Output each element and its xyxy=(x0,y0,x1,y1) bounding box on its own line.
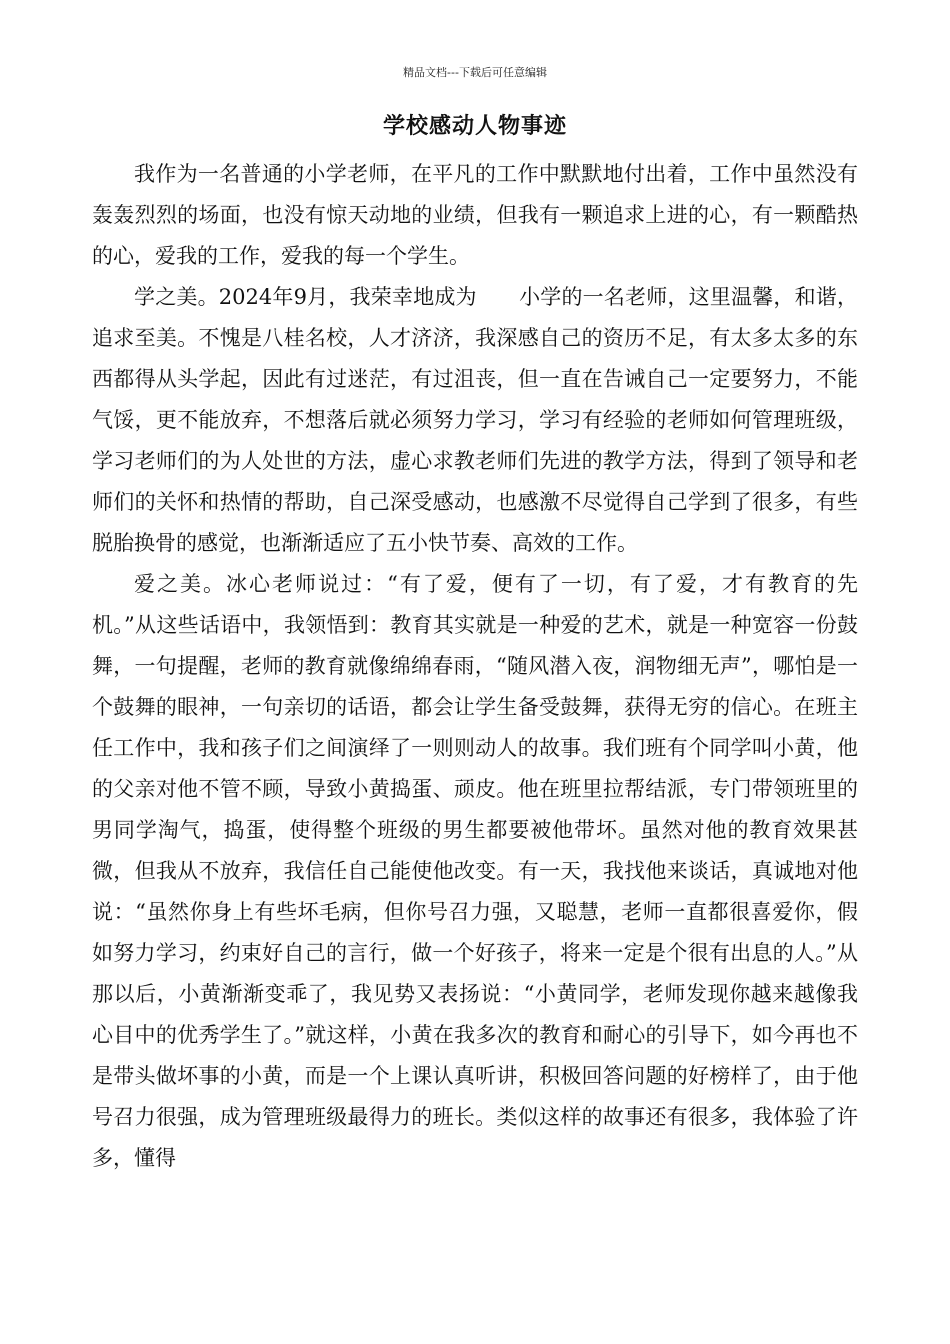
document-body xyxy=(92,154,858,1179)
document-title: 学校感动人物事迹 xyxy=(382,113,567,139)
paragraph-love: 爱之美。冰心老师说过：“有了爱，便有了一切，有了爱，才有教育的先机。”从这些话语中，我领悟到：教育其实就是一种爱的艺术，就是一种宽容一份鼓舞，一句提醒，老师的教育就像绵绵春雨，“随风潜入夜，润物细无声”，哪怕是一个鼓舞的眼神，一句亲切的话语，都会让学生备受鼓舞，获得无穷的信心。在班主任工作中，我和孩子们之间演绎了一则则动人的故事。我们班有个同学叫小黄，他的父亲对他不管不顾，导致小黄捣蛋、顽皮。他在班里拉帮结派，专门带领班里的男同学淘气，捣蛋，使得整个班级的男生都要被他带坏。虽然对他的教育效果甚微，但我从不放弃，我信任自己能使他改变。有一天，我找他来谈话，真诚地对他说：“虽然你身上有些坏毛病，但你号召力强，又聪慧，老师一直都很喜爱你，假如努力学习，约束好自己的言行，做一个好孩子，将来一定是个很有出息的人。”从那以后，小黄渐渐变乖了，我见势又表扬说：“小黄同学，老师发现你越来越像我心目中的优秀学生了。”就这样，小黄在我多次的教育和耐心的引导下，如今再也不是带头做坏事的小黄，而是一个上课认真听讲，积极回答问题的好榜样了，由于他号召力很强，成为管理班级最得力的班长。类似这样的故事还有很多，我体验了许多，懂得 xyxy=(92,572,858,1170)
paragraph-intro: 我作为一名普通的小学老师，在平凡的工作中默默地付出着，工作中虽然没有轰轰烈烈的场面，也没有惊天动地的业绩，但我有一颗追求上进的心，有一颗酷热的心，爱我的工作，爱我的每一个学生。 xyxy=(92,162,858,268)
header-note: 精品文档---下载后可任意编辑 xyxy=(403,66,547,79)
paragraph-learning: 学之美。2024年9月，我荣幸地成为 小学的一名老师，这里温馨，和谐，追求至美。不愧是八桂名校，人才济济，我深感自己的资历不足，有太多太多的东西都得从头学起，因此有过迷茫，有过沮丧，但一直在告诫自己一定要努力，不能气馁，更不能放弃，不想落后就必须努力学习，学习有经验的老师如何管理班级，学习老师们的为人处世的方法，虚心求教老师们先进的教学方法，得到了领导和老师们的关怀和热情的帮助，自己深受感动，也感激不尽觉得自己学到了很多，有些脱胎换骨的感觉，也渐渐适应了五小快节奏、高效的工作。 xyxy=(92,285,858,555)
